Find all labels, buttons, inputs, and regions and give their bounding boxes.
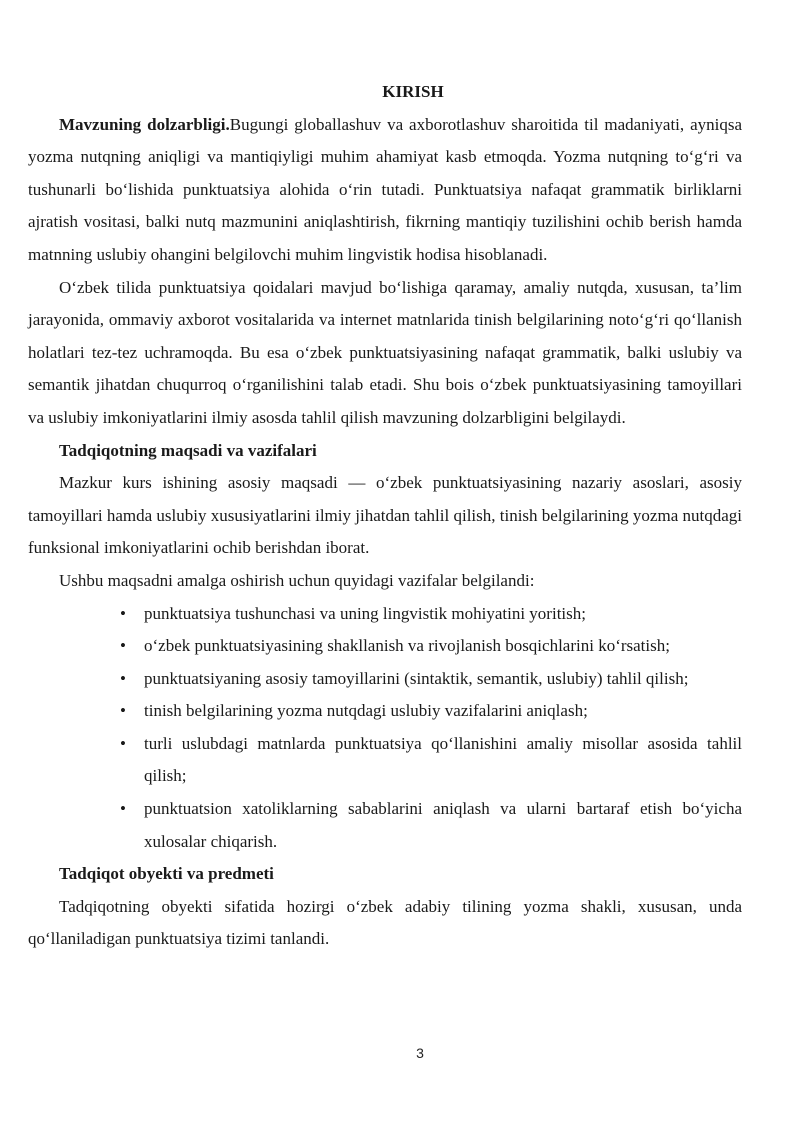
bullet: •	[120, 668, 126, 688]
page-title: KIRISH	[382, 82, 444, 101]
relevance-heading: Mavzuning dolzarbligi.	[59, 114, 230, 134]
bullet: •	[120, 636, 126, 656]
page-number: 3	[416, 1045, 424, 1061]
bullet: •	[120, 701, 126, 721]
relevance-text: Bugungi globallashuv va axborotlashuv sharoitida til madaniyati, ayniqsa yozma nutqning aniqligi va mantiqiyligi muhim ahamiyat kasb etmoqda. Yozma nutqning to‘g‘ri va tushunarli bo‘lishida punktuatsiya alohida o‘rin tutadi. Punktuatsiya nafaqat grammatik birliklarni ajratish vositasi, balki nutq mazmunini aniqlashtirish, fikrning mantiqiy tuzilishini ochib berish hamda matnning uslubiy ohangini belgilovchi muhim lingvistik hodisa hisoblanadi.	[28, 114, 742, 264]
object-paragraph: Tadqiqotning obyekti sifatida hozirgi o‘zbek adabiy tilining yozma shakli, xususan, unda qo‘llaniladigan punktuatsiya tizimi tanlandi.	[28, 896, 742, 949]
relevance-paragraph	[28, 109, 742, 272]
tasks-list	[28, 598, 742, 859]
relevance-paragraph-2: O‘zbek tilida punktuatsiya qoidalari mavjud bo‘lishiga qaramay, amaliy nutqda, xususan, ta’lim jarayonida, ommaviy axborot vositalarida va internet matnlarida tinish belgilarining noto‘g‘ri qo‘llanish holatlari tez-tez uchramoqda. Bu esa o‘zbek punktuatsiyasining nafaqat grammatik, balki uslubiy va semantik jihatdan chuqurroq o‘rganilishini talab etadi. Shu bois o‘zbek punktuatsiyasining tamoyillari va uslubiy imkoniyatlarini ilmiy asosda tahlil qilish mavzuning dolzarbligini belgilaydi.	[28, 277, 742, 427]
goals-heading: Tadqiqotning maqsadi va vazifalari	[59, 440, 317, 460]
page-content	[28, 76, 742, 956]
list-item: • o‘zbek punktuatsiyasining shakllanish va rivojlanish bosqichlarini ko‘rsatish;	[144, 630, 742, 663]
tasks-intro: Ushbu maqsadni amalga oshirish uchun quyidagi vazifalar belgilandi:	[59, 570, 535, 590]
list-item: • punktuatsiyaning asosiy tamoyillarini (sintaktik, semantik, uslubiy) tahlil qilish;	[144, 663, 742, 696]
list-item: • tinish belgilarining yozma nutqdagi uslubiy vazifalarini aniqlash;	[144, 695, 742, 728]
object-heading: Tadqiqot obyekti va predmeti	[59, 864, 274, 884]
bullet: •	[120, 799, 126, 819]
bullet: •	[120, 733, 126, 753]
goals-paragraph: Mazkur kurs ishining asosiy maqsadi — o‘zbek punktuatsiyasining nazariy asoslari, asosiy tamoyillari hamda uslubiy xususiyatlarini ilmiy jihatdan tahlil qilish, tinish belgilarining yozma nutqdagi funksional imkoniyatlarini ochib berishdan iborat.	[28, 473, 742, 558]
list-item: • punktuatsiya tushunchasi va uning lingvistik mohiyatini yoritish;	[144, 598, 742, 631]
list-item: • turli uslubdagi matnlarda punktuatsiya qo‘llanishini amaliy misollar asosida tahlil qilish;	[144, 728, 742, 793]
bullet: •	[120, 603, 126, 623]
list-item: • punktuatsion xatoliklarning sabablarini aniqlash va ularni bartaraf etish bo‘yicha xulosalar chiqarish.	[144, 793, 742, 858]
